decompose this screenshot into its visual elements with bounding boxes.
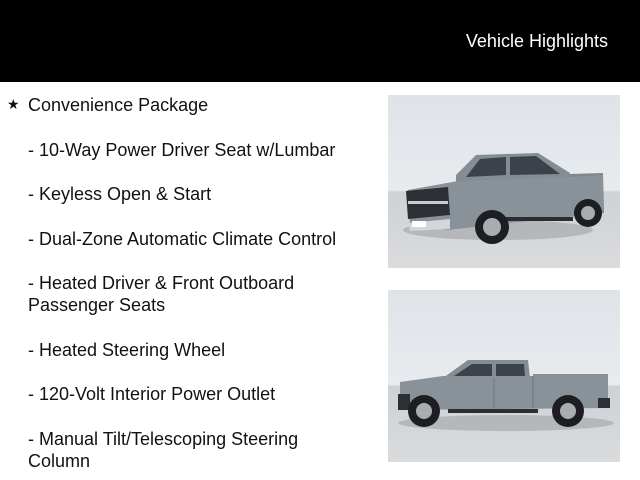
feature-item: - Keyless Open & Start <box>28 184 212 204</box>
truck-side-profile-photo <box>388 290 620 462</box>
feature-item: - Manual Tilt/Telescoping Steering Column <box>28 428 299 471</box>
truck-front-three-quarter-photo <box>388 95 620 268</box>
feature-item: - Dual-Zone Automatic Climate Control <box>28 228 337 249</box>
feature-section <box>0 94 370 472</box>
page-title: Vehicle Highlights <box>465 31 608 51</box>
feature-item: - Heated Driver & Front Outboard Passenger Seats <box>28 273 295 315</box>
feature-list <box>0 139 370 472</box>
feature-item: - 120-Volt Interior Power Outlet <box>28 384 276 404</box>
star-icon: ★ <box>7 96 20 112</box>
feature-item: - Heated Steering Wheel <box>28 339 226 360</box>
header-bar <box>0 0 640 82</box>
feature-item: - 10-Way Power Driver Seat w/Lumbar <box>28 139 336 160</box>
package-title: Convenience Package <box>28 95 209 115</box>
package-heading <box>0 94 370 116</box>
